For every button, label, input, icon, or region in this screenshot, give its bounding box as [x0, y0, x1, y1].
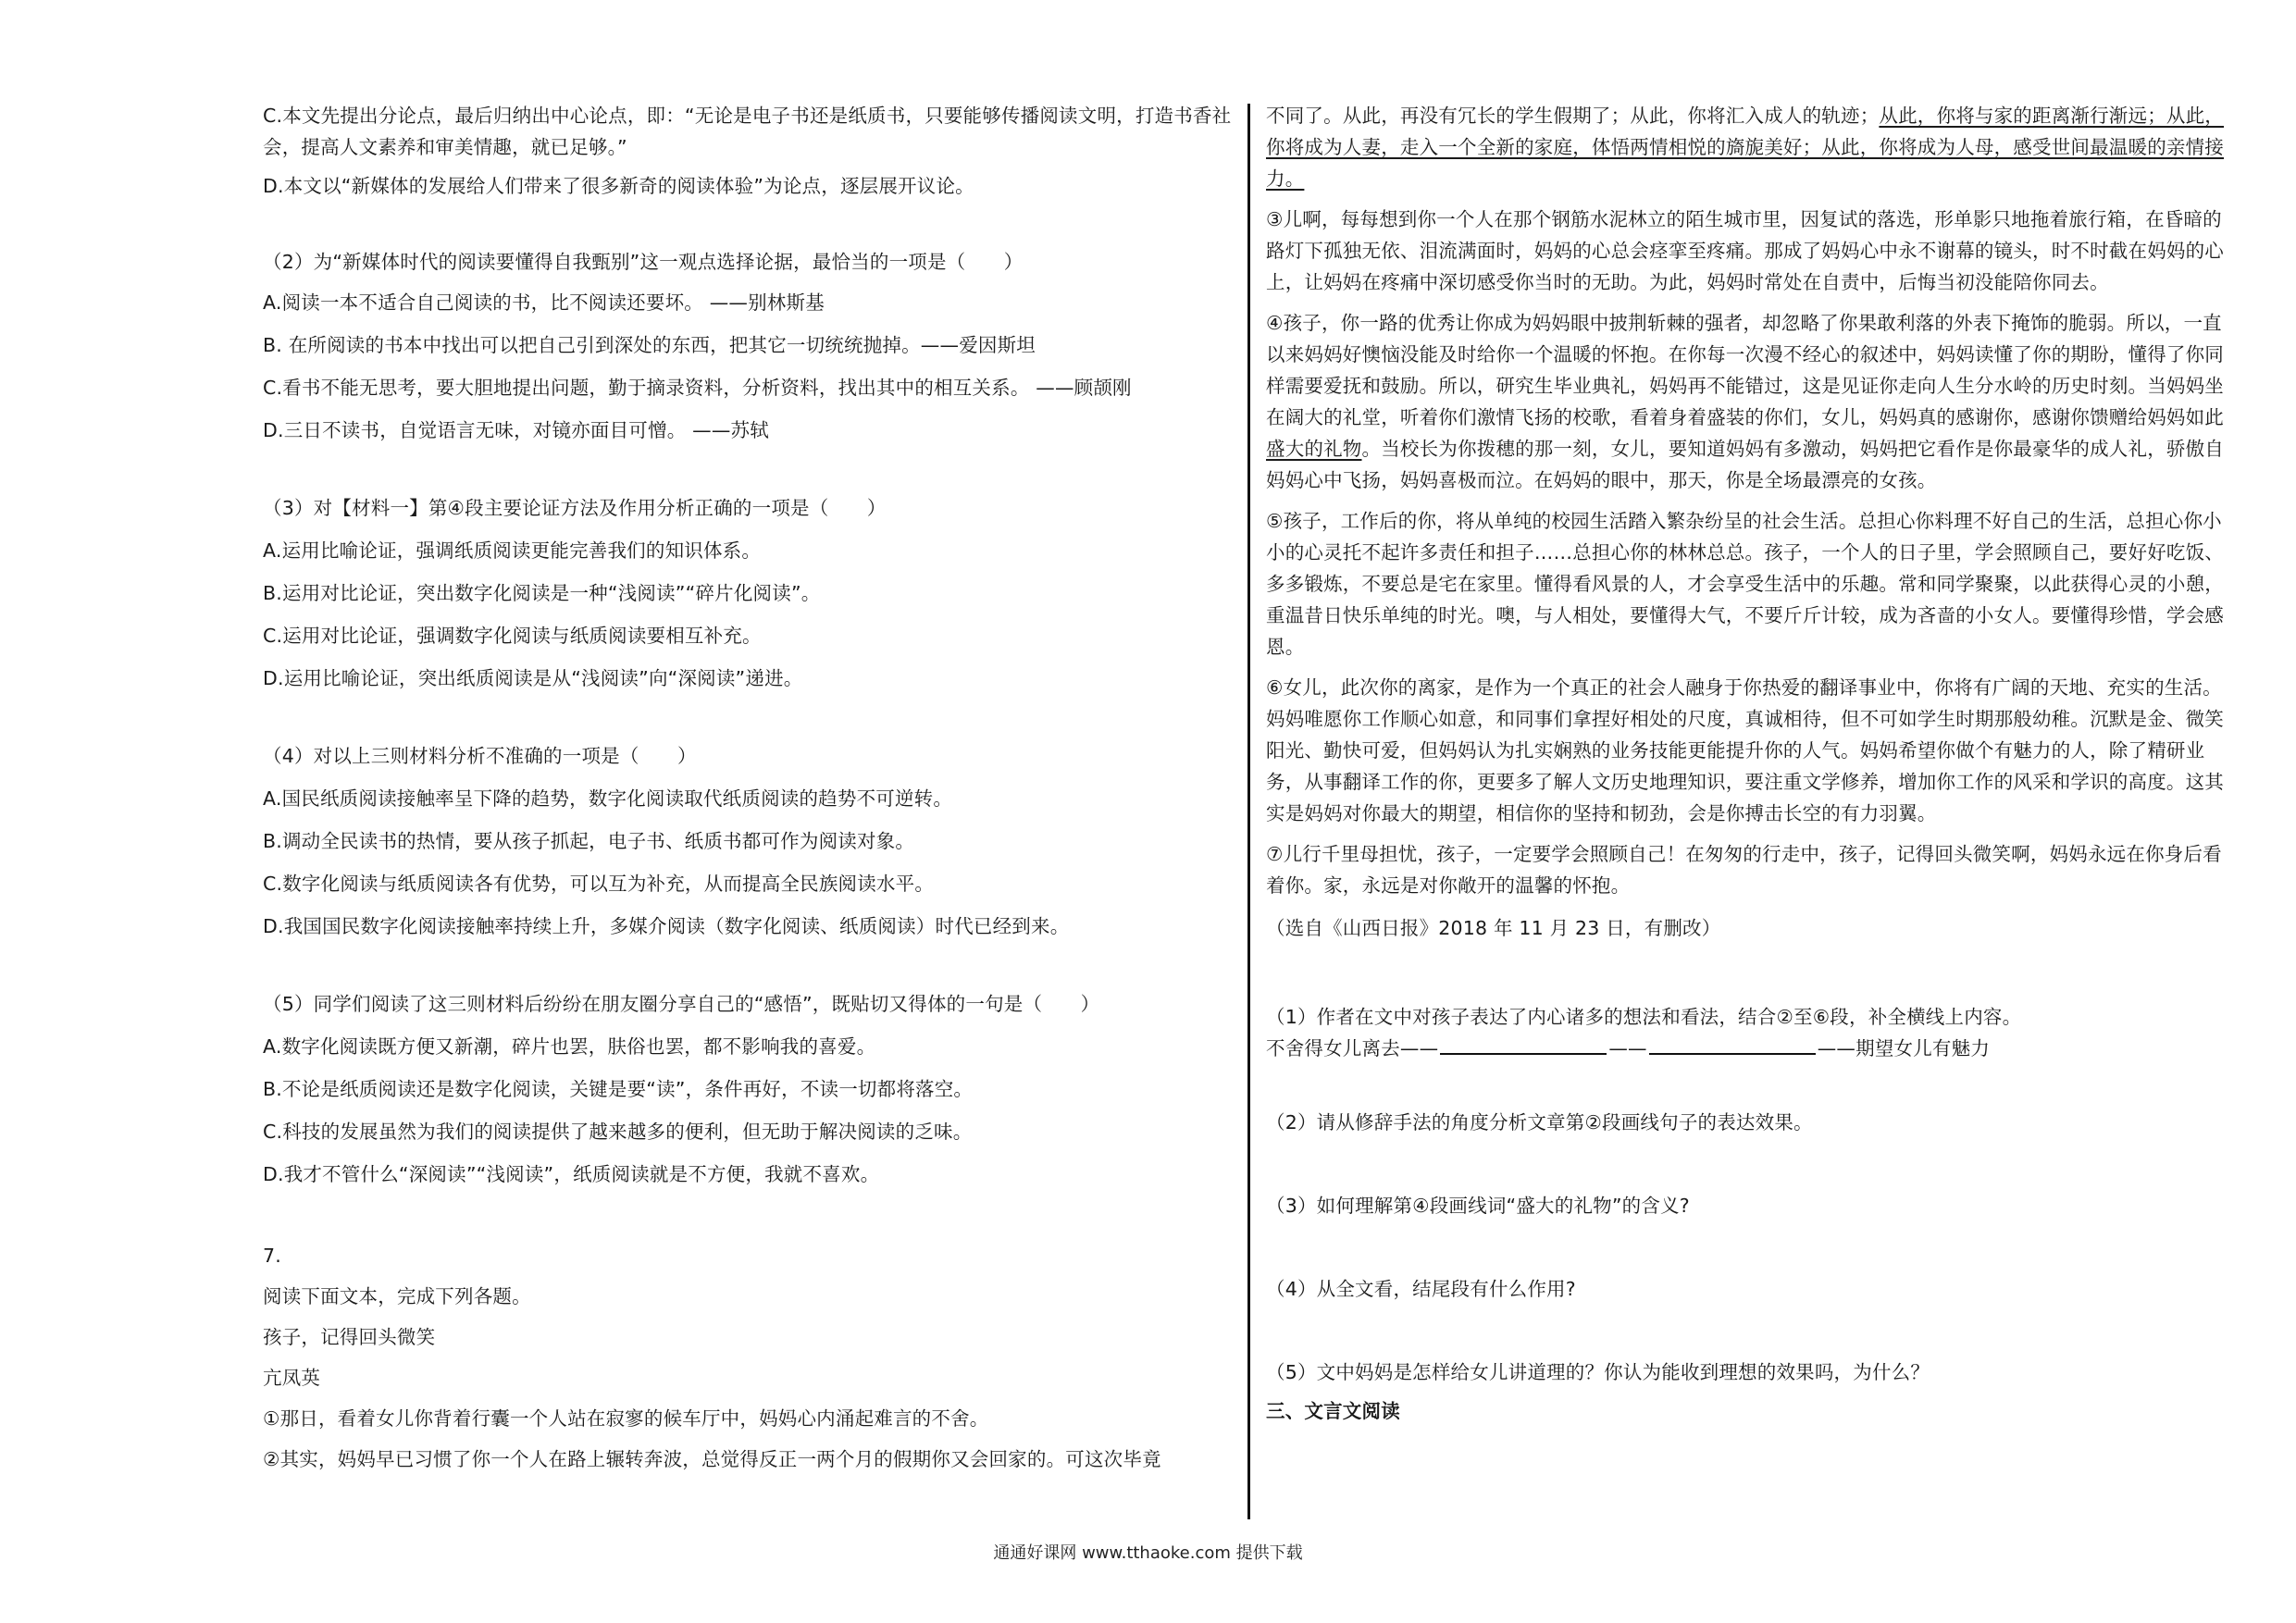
article-para-2-cont — [1266, 100, 2240, 194]
fill-end: ——期望女儿有魅力 — [1817, 1037, 1991, 1059]
subquestion-1: （1）作者在文中对孩子表达了内心诸多的想法和看法，结合②至⑥段，补全横线上内容。 — [1266, 1006, 2022, 1028]
q4-stem: （4）对以上三则材料分析不准确的一项是（ ） — [263, 745, 697, 767]
q4-option-a: A.国民纸质阅读接触率呈下降的趋势，数字化阅读取代纸质阅读的趋势不可逆转。 — [263, 787, 953, 810]
page-footer: 通通好课网 www.tthaoke.com 提供下载 — [993, 1543, 1303, 1563]
subquestion-4: （4）从全文看，结尾段有什么作用? — [1266, 1278, 1576, 1300]
subquestion-1-fill — [1266, 1033, 2240, 1064]
article-source: （选自《山西日报》2018 年 11 月 23 日，有删改） — [1266, 917, 1721, 939]
column-divider — [1247, 104, 1250, 1519]
q3-option-b: B.运用对比论证，突出数字化阅读是一种“浅阅读”“碎片化阅读”。 — [263, 582, 821, 604]
para-2-underlined-sentence: 从此，你将与家的距离渐行渐远；从此，你将成为人妻，走入一个全新的家庭，体悟两情相悦的旖旎美好；从此，你将成为人母，感受世间最温暖的亲情接力。 — [1266, 105, 2225, 190]
q4-option-b: B.调动全民读书的热情，要从孩子抓起，电子书、纸质书都可作为阅读对象。 — [263, 830, 915, 852]
q3-option-d: D.运用比喻论证，突出纸质阅读是从“浅阅读”向“深阅读”递进。 — [263, 667, 803, 689]
subquestion-5: （5）文中妈妈是怎样给女儿讲道理的？你认为能收到理想的效果吗，为什么？ — [1266, 1361, 1930, 1383]
q5-stem: （5）同学们阅读了这三则材料后纷纷在朋友圈分享自己的“感悟”，既贴切又得体的一句是（ ） — [263, 993, 1100, 1015]
article-para-7: ⑦儿行千里母担忧，孩子，一定要学会照顾自己！在匆匆的行走中，孩子，记得回头微笑啊，妈妈永远在你身后看着你。家，永远是对你敞开的温馨的怀抱。 — [1266, 843, 2222, 897]
q5-option-d: D.我才不管什么“深阅读”“浅阅读”，纸质阅读就是不方便，我就不喜欢。 — [263, 1163, 880, 1185]
subquestion-2: （2）请从修辞手法的角度分析文章第②段画线句子的表达效果。 — [1266, 1111, 1813, 1134]
article-para-3: ③儿啊，每每想到你一个人在那个钢筋水泥林立的陌生城市里，因复试的落选，形单影只地拖着旅行箱，在昏暗的路灯下孤独无依、泪流满面时，妈妈的心总会痉挛至疼痛。那成了妈妈心中永不谢幕的镜头，时不时截在妈妈的心上，让妈妈在疼痛中深切感受你当时的无助。为此，妈妈时常处在自责中，后悔当初没能陪你同去。 — [1266, 208, 2224, 293]
q5-option-b: B.不论是纸质阅读还是数字化阅读，关键是要“读”，条件再好，不读一切都将落空。 — [263, 1078, 974, 1100]
article-para-5: ⑤孩子，工作后的你，将从单纯的校园生活踏入繁杂纷呈的社会生活。总担心你料理不好自己的生活，总担心你小小的心灵托不起许多责任和担子……总担心你的林林总总。孩子，一个人的日子里，学会照顾自己，要好好吃饭、多多锻炼，不要总是宅在家里。懂得看风景的人，才会享受生活中的乐趣。常和同学聚聚，以此获得心灵的小憩，重温昔日快乐单纯的时光。噢，与人相处，要懂得大气，不要斤斤计较，成为吝啬的小女人。要懂得珍惜，学会感恩。 — [1266, 510, 2224, 658]
q3-option-a: A.运用比喻论证，强调纸质阅读更能完善我们的知识体系。 — [263, 539, 762, 562]
article-para-4 — [1266, 307, 2240, 496]
q5-option-c: C.科技的发展虽然为我们的阅读提供了越来越多的便利，但无助于解决阅读的乏味。 — [263, 1121, 973, 1143]
para-4-text-a: ④孩子，你一路的优秀让你成为妈妈眼中披荆斩棘的强者，却忽略了你果敢利落的外表下掩饰的脆弱。所以，一直以来妈妈好懊恼没能及时给你一个温暖的怀抱。在你每一次漫不经心的叙述中，妈妈读懂了你的期盼，懂得了你同样需要爱抚和鼓励。所以，研究生毕业典礼，妈妈再不能错过，这是见证你走向人生分水岭的历史时刻。当妈妈坐在阔大的礼堂，听着你们激情飞扬的校歌，看着身着盛装的你们，女儿，妈妈真的感谢你，感谢你馈赠给妈妈如此 — [1266, 312, 2224, 428]
q2-stem: （2）为“新媒体时代的阅读要懂得自我甄别”这一观点选择论据，最恰当的一项是（ ） — [263, 251, 1024, 273]
q5-option-a: A.数字化阅读既方便又新潮，碎片也罢，肤俗也罢，都不影响我的喜爱。 — [263, 1035, 876, 1058]
para-4-text-b: 。当校长为你拨穗的那一刻，女儿，要知道妈妈有多激动，妈妈把它看作是你最豪华的成人礼，骄傲自妈妈心中飞扬，妈妈喜极而泣。在妈妈的眼中，那天，你是全场最漂亮的女孩。 — [1266, 438, 2224, 491]
q3-option-c: C.运用对比论证，强调数字化阅读与纸质阅读要相互补充。 — [263, 625, 762, 647]
para-2-plain-text: 不同了。从此，再没有冗长的学生假期了；从此，你将汇入成人的轨迹； — [1266, 105, 1880, 127]
fill-dash: —— — [1608, 1037, 1647, 1059]
article-para-1: ①那日，看着女儿你背着行囊一个人站在寂寥的候车厅中，妈妈心内涌起难言的不舍。 — [263, 1407, 989, 1430]
para-4-underlined-word: 盛大的礼物 — [1266, 438, 1362, 460]
article-author: 亢凤英 — [263, 1367, 321, 1389]
q7-instruction: 阅读下面文本，完成下列各题。 — [263, 1285, 531, 1307]
left-column — [263, 100, 1233, 1475]
q2-option-b: B. 在所阅读的书本中找出可以把自己引到深处的东西，把其它一切统统抛掉。——爱因斯坦 — [263, 334, 1036, 356]
fill-blank-2[interactable] — [1649, 1033, 1816, 1055]
fill-blank-1[interactable] — [1440, 1033, 1607, 1055]
q7-number: 7. — [263, 1245, 281, 1267]
q3-stem: （3）对【材料一】第④段主要论证方法及作用分析正确的一项是（ ） — [263, 497, 887, 519]
article-para-6: ⑥女儿，此次你的离家，是作为一个真正的社会人融身于你热爱的翻译事业中，你将有广阔的天地、充实的生活。妈妈唯愿你工作顺心如意，和同事们拿捏好相处的尺度，真诚相待，但不可如学生时期那般幼稚。沉默是金、微笑阳光、勤快可爱，但妈妈认为扎实娴熟的业务技能更能提升你的人气。妈妈希望你做个有魅力的人，除了精研业务，从事翻译工作的你，更要多了解人文历史地理知识，要注重文学修养，增加你工作的风采和学识的高度。这其实是妈妈对你最大的期望，相信你的坚持和韧劲，会是你搏击长空的有力羽翼。 — [1266, 676, 2224, 824]
article-para-2-start: ②其实，妈妈早已习惯了你一个人在路上辗转奔波，总觉得反正一两个月的假期你又会回家的。可这次毕竟 — [263, 1448, 1161, 1470]
right-column — [1266, 100, 2240, 1427]
q1-option-c: C.本文先提出分论点，最后归纳出中心论点，即：“无论是电子书还是纸质书，只要能够传播阅读文明，打造书香社会，提高人文素养和审美情趣，就已足够。” — [263, 105, 1232, 158]
q4-option-d: D.我国国民数字化阅读接触率持续上升，多媒介阅读（数字化阅读、纸质阅读）时代已经到来。 — [263, 915, 1070, 937]
fill-start: 不舍得女儿离去—— — [1266, 1037, 1439, 1059]
subquestion-3: （3）如何理解第④段画线词“盛大的礼物”的含义? — [1266, 1195, 1690, 1217]
q2-option-d: D.三日不读书，自觉语言无味，对镜亦面目可憎。 ——苏轼 — [263, 419, 769, 441]
q1-option-d: D.本文以“新媒体的发展给人们带来了很多新奇的阅读体验”为论点，逐层展开议论。 — [263, 175, 974, 197]
q4-option-c: C.数字化阅读与纸质阅读各有优势，可以互为补充，从而提高全民族阅读水平。 — [263, 873, 935, 895]
q2-option-c: C.看书不能无思考，要大胆地提出问题，勤于摘录资料，分析资料，找出其中的相互关系。 ——顾颉刚 — [263, 377, 1132, 399]
article-title: 孩子，记得回头微笑 — [263, 1326, 436, 1348]
section-heading-classical-chinese: 三、文言文阅读 — [1266, 1400, 1400, 1422]
q2-option-a: A.阅读一本不适合自己阅读的书，比不阅读还要坏。 ——别林斯基 — [263, 291, 825, 314]
